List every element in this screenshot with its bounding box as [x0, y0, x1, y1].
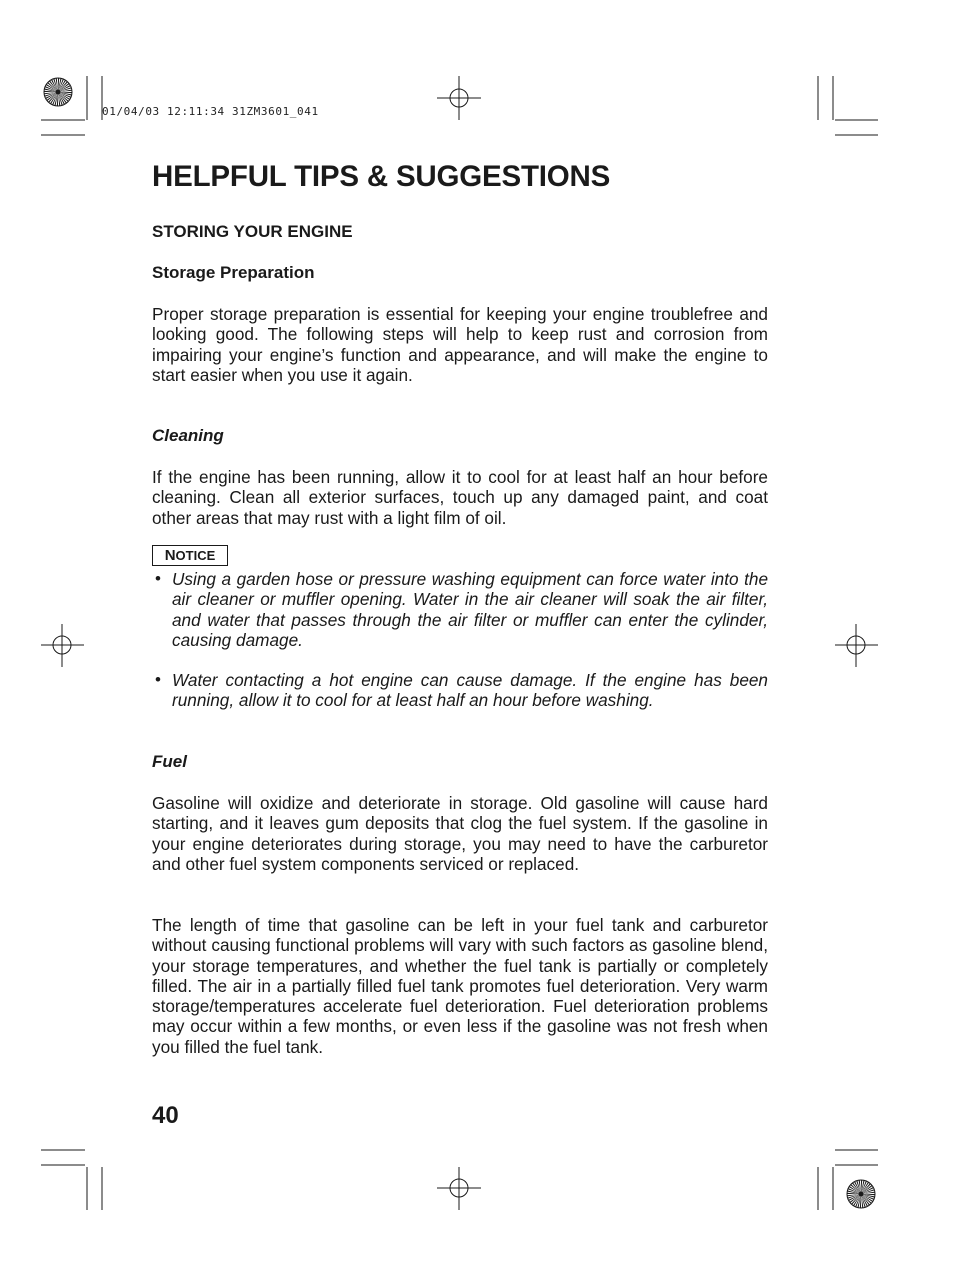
subsection-heading: Storage Preparation: [152, 263, 315, 282]
section-heading: STORING YOUR ENGINE: [152, 222, 353, 241]
bullet-dot: •: [155, 670, 161, 689]
starburst-target-bottom-right: [847, 1180, 875, 1208]
cleaning-heading: Cleaning: [152, 426, 224, 445]
print-timestamp: 01/04/03 12:11:34 31ZM3601_041: [102, 105, 319, 118]
page-title: HELPFUL TIPS & SUGGESTIONS: [152, 160, 611, 193]
notice-label: [152, 545, 228, 566]
notice-rest: OTICE: [175, 548, 216, 563]
cleaning-paragraph: If the engine has been running, allow it to cool for at least half an hour before cleaning. Clean all exterior surfaces, touch up any damaged paint, and coat other areas that may rust with a light film of oil.: [152, 467, 768, 528]
notice-bullet: [152, 569, 768, 650]
intro-paragraph: Proper storage preparation is essential for keeping your engine troublefree and looking good. The following steps will help to keep rust and corrosion from impairing your engine’s function and appearance, and will make the engine to start easier when you use it again.: [152, 304, 768, 385]
fuel-paragraph-1: Gasoline will oxidize and deteriorate in storage. Old gasoline will cause hard starting, and it leaves gum deposits that clog the fuel system. If the gasoline in your engine deteriorates during storage, you may need to have the carburetor and other fuel system components serviced or replaced.: [152, 793, 768, 874]
bullet-dot: •: [155, 569, 161, 588]
starburst-target-top-left: [44, 78, 72, 106]
registration-crosshair-right: [835, 624, 878, 667]
notice-initial: N: [164, 547, 176, 564]
registration-crosshair-left: [41, 624, 84, 667]
page-number: 40: [152, 1102, 179, 1129]
notice-bullet: [152, 670, 768, 711]
registration-crosshair-bottom: [437, 1167, 481, 1210]
notice-bullet-text: Using a garden hose or pressure washing equipment can force water into the air cleaner or muffler opening. Water in the air cleaner will soak the air filter, and water that passes through the air filter or muffler can enter the cylinder, causing damage.: [172, 569, 768, 650]
notice-bullet-text: Water contacting a hot engine can cause damage. If the engine has been running, allow it to cool for at least half an hour before washing.: [172, 670, 768, 711]
registration-crosshair-top: [437, 76, 481, 120]
fuel-heading: Fuel: [152, 752, 187, 771]
fuel-paragraph-2: The length of time that gasoline can be left in your fuel tank and carburetor without causing functional problems will vary with such factors as gasoline blend, your storage temperatures, and whether the fuel tank is partially or completely filled. The air in a partially filled fuel tank promotes fuel deterioration. Very warm storage/temperatures accelerate fuel deterioration. Fuel deterioration problems may occur within a few months, or even less if the gasoline was not fresh when you filled the fuel tank.: [152, 915, 768, 1057]
